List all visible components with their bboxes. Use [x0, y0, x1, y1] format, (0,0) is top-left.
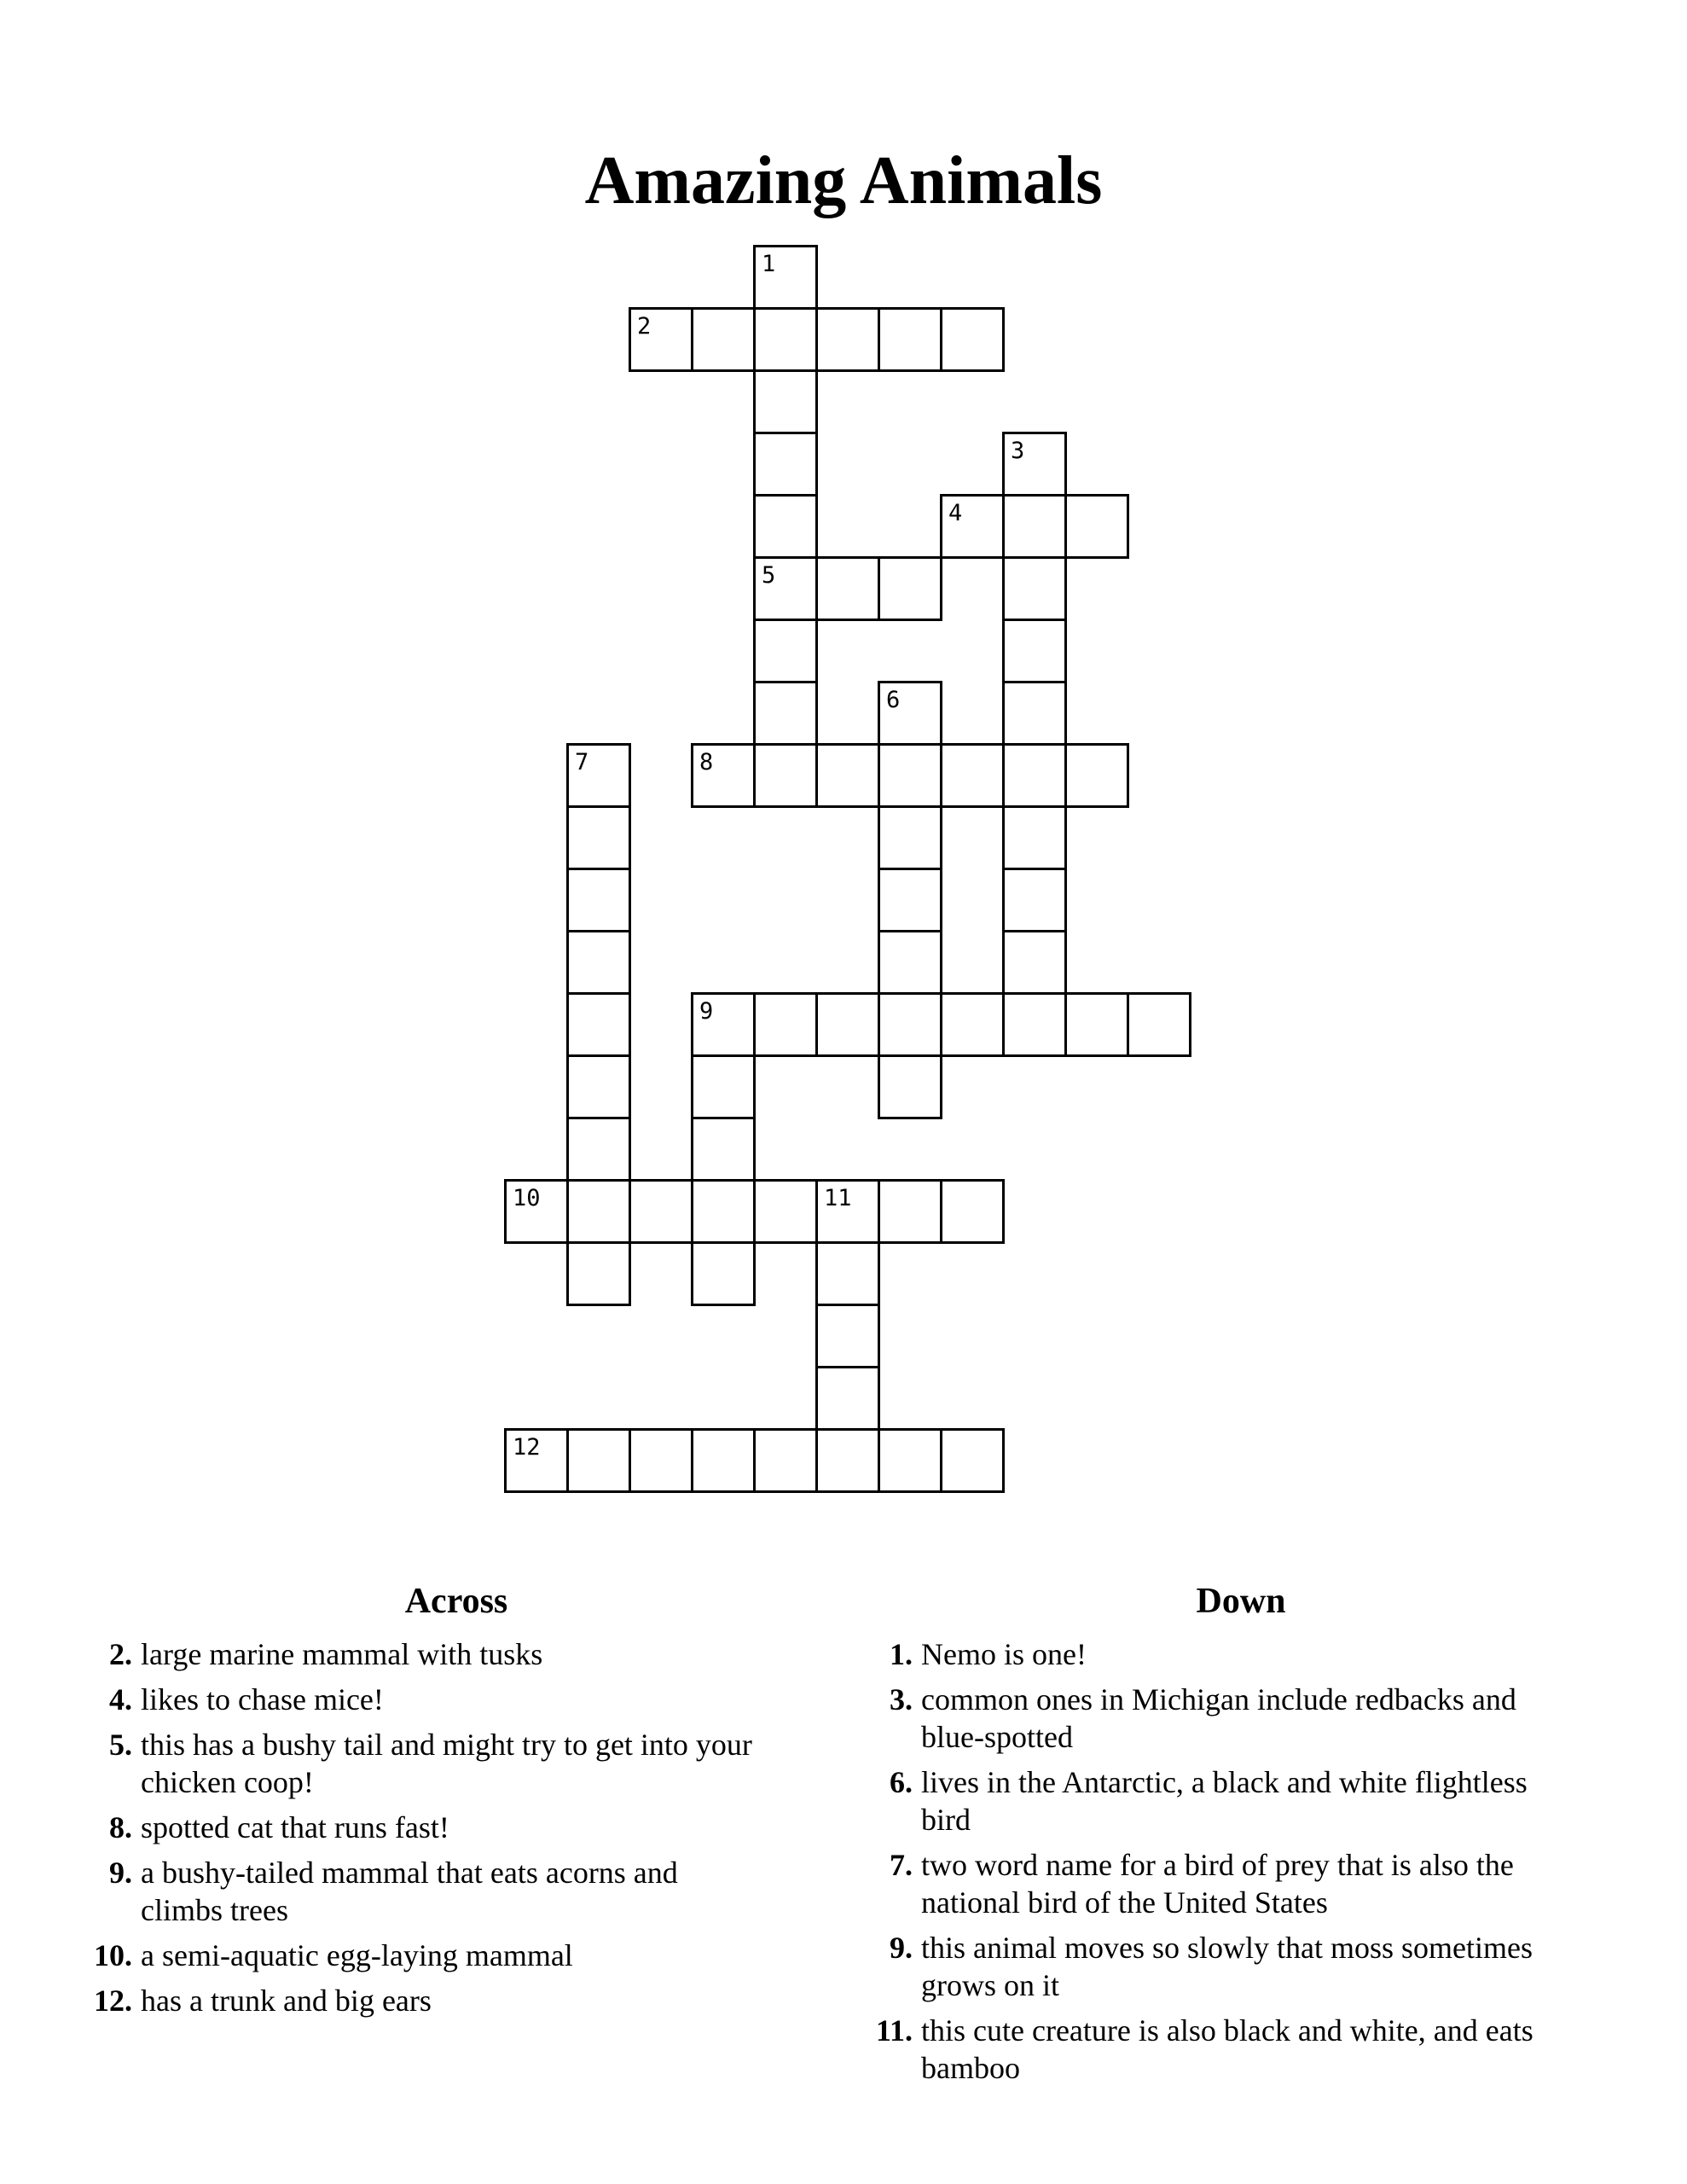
grid-cell — [1064, 992, 1129, 1057]
grid-cell — [566, 1428, 631, 1493]
grid-cell — [691, 1054, 756, 1119]
grid-cell-6 — [878, 681, 942, 746]
grid-cell — [753, 1179, 818, 1244]
clue-item-6 — [853, 1763, 1629, 1838]
grid-cell-9 — [691, 992, 756, 1057]
grid-cell — [1064, 494, 1129, 559]
clue-item-7 — [853, 1846, 1629, 1921]
grid-cell — [815, 992, 880, 1057]
cell-number: 1 — [762, 251, 776, 277]
grid-cell-1 — [753, 245, 818, 310]
clue-number: 5. — [109, 1728, 132, 1763]
grid-cell — [878, 868, 942, 932]
grid-cell — [1002, 992, 1067, 1057]
grid-cell — [1002, 681, 1067, 746]
grid-cell — [753, 619, 818, 683]
grid-cell — [1002, 743, 1067, 808]
clue-number: 9. — [109, 1856, 132, 1891]
clue-item-3 — [853, 1681, 1629, 1756]
down-heading: Down — [1196, 1582, 1286, 1621]
clue-item-2 — [72, 1635, 840, 1673]
clue-item-8 — [72, 1809, 840, 1846]
cell-number: 12 — [513, 1434, 541, 1461]
clue-text: a semi-aquatic egg-laying mammal — [141, 1938, 573, 1973]
clue-text: this cute creature is also black and white, and eats bamboo — [921, 2013, 1533, 2086]
grid-cell — [1064, 743, 1129, 808]
cell-number: 11 — [824, 1185, 852, 1211]
grid-cell — [753, 743, 818, 808]
clue-number: 11. — [875, 2013, 913, 2048]
grid-cell — [753, 432, 818, 497]
clue-text: large marine mammal with tusks — [141, 1637, 543, 1672]
page-title: Amazing Animals — [584, 143, 1103, 218]
cell-number: 2 — [637, 313, 652, 340]
grid-cell — [878, 307, 942, 372]
grid-cell — [753, 494, 818, 559]
grid-cell — [753, 681, 818, 746]
grid-cell — [753, 1428, 818, 1493]
clue-item-5 — [72, 1726, 840, 1801]
grid-cell — [566, 1054, 631, 1119]
clue-item-11 — [853, 2012, 1629, 2087]
clue-number: 12. — [94, 1984, 132, 2018]
clue-item-10 — [72, 1937, 840, 1974]
grid-cell-12 — [504, 1428, 569, 1493]
clue-text: lives in the Antarctic, a black and white flightless bird — [921, 1765, 1528, 1838]
grid-cell — [629, 1179, 693, 1244]
grid-cell — [753, 992, 818, 1057]
grid-cell — [878, 930, 942, 995]
cell-number: 7 — [575, 749, 589, 775]
grid-cell — [815, 743, 880, 808]
grid-cell — [878, 1428, 942, 1493]
clue-text: this has a bushy tail and might try to get into your chicken coop! — [141, 1728, 752, 1800]
cell-number: 4 — [948, 500, 963, 526]
cell-number: 9 — [699, 998, 714, 1025]
grid-cell — [1002, 868, 1067, 932]
grid-cell-7 — [566, 743, 631, 808]
grid-cell-3 — [1002, 432, 1067, 497]
clue-number: 7. — [890, 1848, 913, 1883]
clue-item-9 — [72, 1854, 840, 1929]
cell-number: 10 — [513, 1185, 541, 1211]
grid-cell — [878, 743, 942, 808]
grid-cell-5 — [753, 556, 818, 621]
grid-cell — [940, 743, 1005, 808]
grid-cell — [566, 805, 631, 870]
grid-cell — [1002, 930, 1067, 995]
clue-text: Nemo is one! — [921, 1637, 1087, 1672]
grid-cell — [815, 1304, 880, 1368]
grid-cell — [815, 307, 880, 372]
clue-number: 2. — [109, 1637, 132, 1672]
clue-item-9 — [853, 1929, 1629, 2004]
grid-cell — [815, 1366, 880, 1431]
grid-cell — [940, 307, 1005, 372]
grid-cell — [940, 1428, 1005, 1493]
grid-cell — [691, 1179, 756, 1244]
grid-cell — [691, 1117, 756, 1182]
grid-cell — [878, 1054, 942, 1119]
cell-number: 5 — [762, 562, 776, 589]
clue-number: 4. — [109, 1682, 132, 1717]
across-clues-list — [72, 1635, 840, 2019]
clue-text: this animal moves so slowly that moss sometimes grows on it — [921, 1931, 1533, 2003]
across-clues-section — [72, 1581, 840, 2027]
grid-cell — [815, 1428, 880, 1493]
grid-cell-2 — [629, 307, 693, 372]
clue-number: 10. — [94, 1938, 132, 1973]
clue-text: two word name for a bird of prey that is also the national bird of the United States — [921, 1848, 1514, 1920]
cell-number: 3 — [1011, 438, 1025, 464]
grid-cell-4 — [940, 494, 1005, 559]
grid-cell — [1002, 494, 1067, 559]
clue-item-12 — [72, 1982, 840, 2019]
grid-cell — [753, 307, 818, 372]
grid-cell — [566, 992, 631, 1057]
grid-cell — [940, 1179, 1005, 1244]
grid-cell — [566, 1117, 631, 1182]
cell-number: 6 — [886, 687, 901, 713]
grid-cell — [815, 556, 880, 621]
grid-cell — [566, 868, 631, 932]
clue-number: 8. — [109, 1810, 132, 1845]
grid-cell — [878, 992, 942, 1057]
clue-number: 6. — [890, 1765, 913, 1800]
grid-cell — [815, 1241, 880, 1306]
clue-item-4 — [72, 1681, 840, 1718]
across-heading: Across — [404, 1582, 508, 1621]
grid-cell — [566, 1241, 631, 1306]
clue-text: a bushy-tailed mammal that eats acorns and climbs trees — [141, 1856, 678, 1928]
grid-cell — [691, 1428, 756, 1493]
grid-cell — [1127, 992, 1191, 1057]
clue-text: common ones in Michigan include redbacks and blue-spotted — [921, 1682, 1516, 1755]
grid-cell — [878, 1179, 942, 1244]
grid-cell — [1002, 619, 1067, 683]
grid-cell-11 — [815, 1179, 880, 1244]
down-clues-section — [853, 1581, 1629, 2094]
clue-number: 1. — [890, 1637, 913, 1672]
grid-cell — [629, 1428, 693, 1493]
grid-cell — [566, 1179, 631, 1244]
clue-number: 9. — [890, 1931, 913, 1966]
clue-item-1 — [853, 1635, 1629, 1673]
grid-cell-8 — [691, 743, 756, 808]
clue-text: likes to chase mice! — [141, 1682, 384, 1717]
grid-cell — [691, 1241, 756, 1306]
grid-cell — [878, 556, 942, 621]
grid-cell — [1002, 556, 1067, 621]
grid-cell — [691, 307, 756, 372]
grid-cell — [566, 930, 631, 995]
grid-cell-10 — [504, 1179, 569, 1244]
grid-cell — [1002, 805, 1067, 870]
clue-text: has a trunk and big ears — [141, 1984, 432, 2018]
grid-cell — [878, 805, 942, 870]
clue-text: spotted cat that runs fast! — [141, 1810, 449, 1845]
cell-number: 8 — [699, 749, 714, 775]
crossword-grid — [504, 245, 1191, 1493]
down-clues-list — [853, 1635, 1629, 2087]
clue-number: 3. — [890, 1682, 913, 1717]
grid-cell — [940, 992, 1005, 1057]
grid-cell — [753, 369, 818, 434]
